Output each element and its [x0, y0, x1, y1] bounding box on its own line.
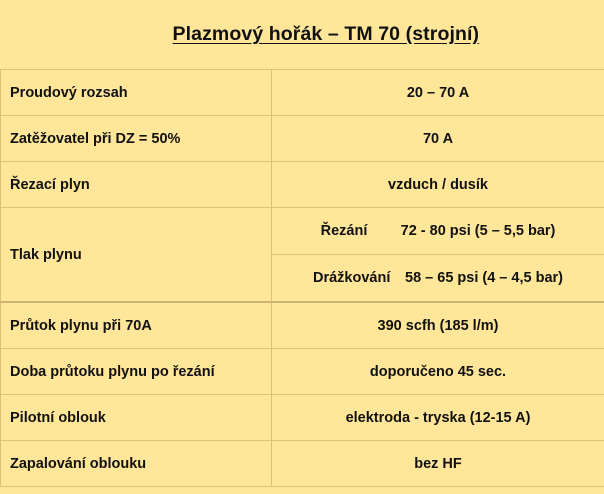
value-cell[interactable]: 390 scfh (185 l/m) [272, 302, 604, 349]
label-cell[interactable]: Proudový rozsah [1, 70, 272, 116]
label-cell[interactable]: Zapalování oblouku [1, 441, 272, 487]
value-cell[interactable]: vzduch / dusík [272, 162, 604, 208]
table-row [1, 349, 604, 395]
value-cell[interactable]: doporučeno 45 sec. [272, 349, 604, 395]
table-row [1, 208, 604, 255]
value-cell-gouging[interactable] [272, 255, 604, 303]
gouging-value: 58 – 65 psi (4 – 4,5 bar) [405, 270, 563, 286]
table-row [1, 116, 604, 162]
table-row [1, 441, 604, 487]
table-row [1, 70, 604, 116]
label-cell[interactable]: Tlak plynu [1, 208, 272, 303]
title-cell[interactable] [1, 0, 604, 70]
cutting-value: 72 - 80 psi (5 – 5,5 bar) [400, 223, 556, 239]
cutting-name: Řezání [320, 223, 368, 239]
value-cell[interactable]: elektroda - tryska (12-15 A) [272, 395, 604, 441]
value-cell[interactable]: bez HF [272, 441, 604, 487]
label-cell[interactable]: Průtok plynu při 70A [1, 302, 272, 349]
value-cell[interactable]: 70 A [272, 116, 604, 162]
label-cell[interactable]: Zatěžovatel při DZ = 50% [1, 116, 272, 162]
value-cell-cutting[interactable] [272, 208, 604, 255]
table-row [1, 302, 604, 349]
table-row [1, 395, 604, 441]
label-cell[interactable]: Řezací plyn [1, 162, 272, 208]
gouging-name: Drážkování [313, 270, 391, 286]
table-row [1, 162, 604, 208]
page-title: Plazmový hořák – TM 70 (strojní) [172, 23, 480, 45]
label-cell[interactable]: Doba průtoku plynu po řezání [1, 349, 272, 395]
title-row [1, 0, 604, 70]
value-cell[interactable]: 20 – 70 A [272, 70, 604, 116]
label-cell[interactable]: Pilotní oblouk [1, 395, 272, 441]
